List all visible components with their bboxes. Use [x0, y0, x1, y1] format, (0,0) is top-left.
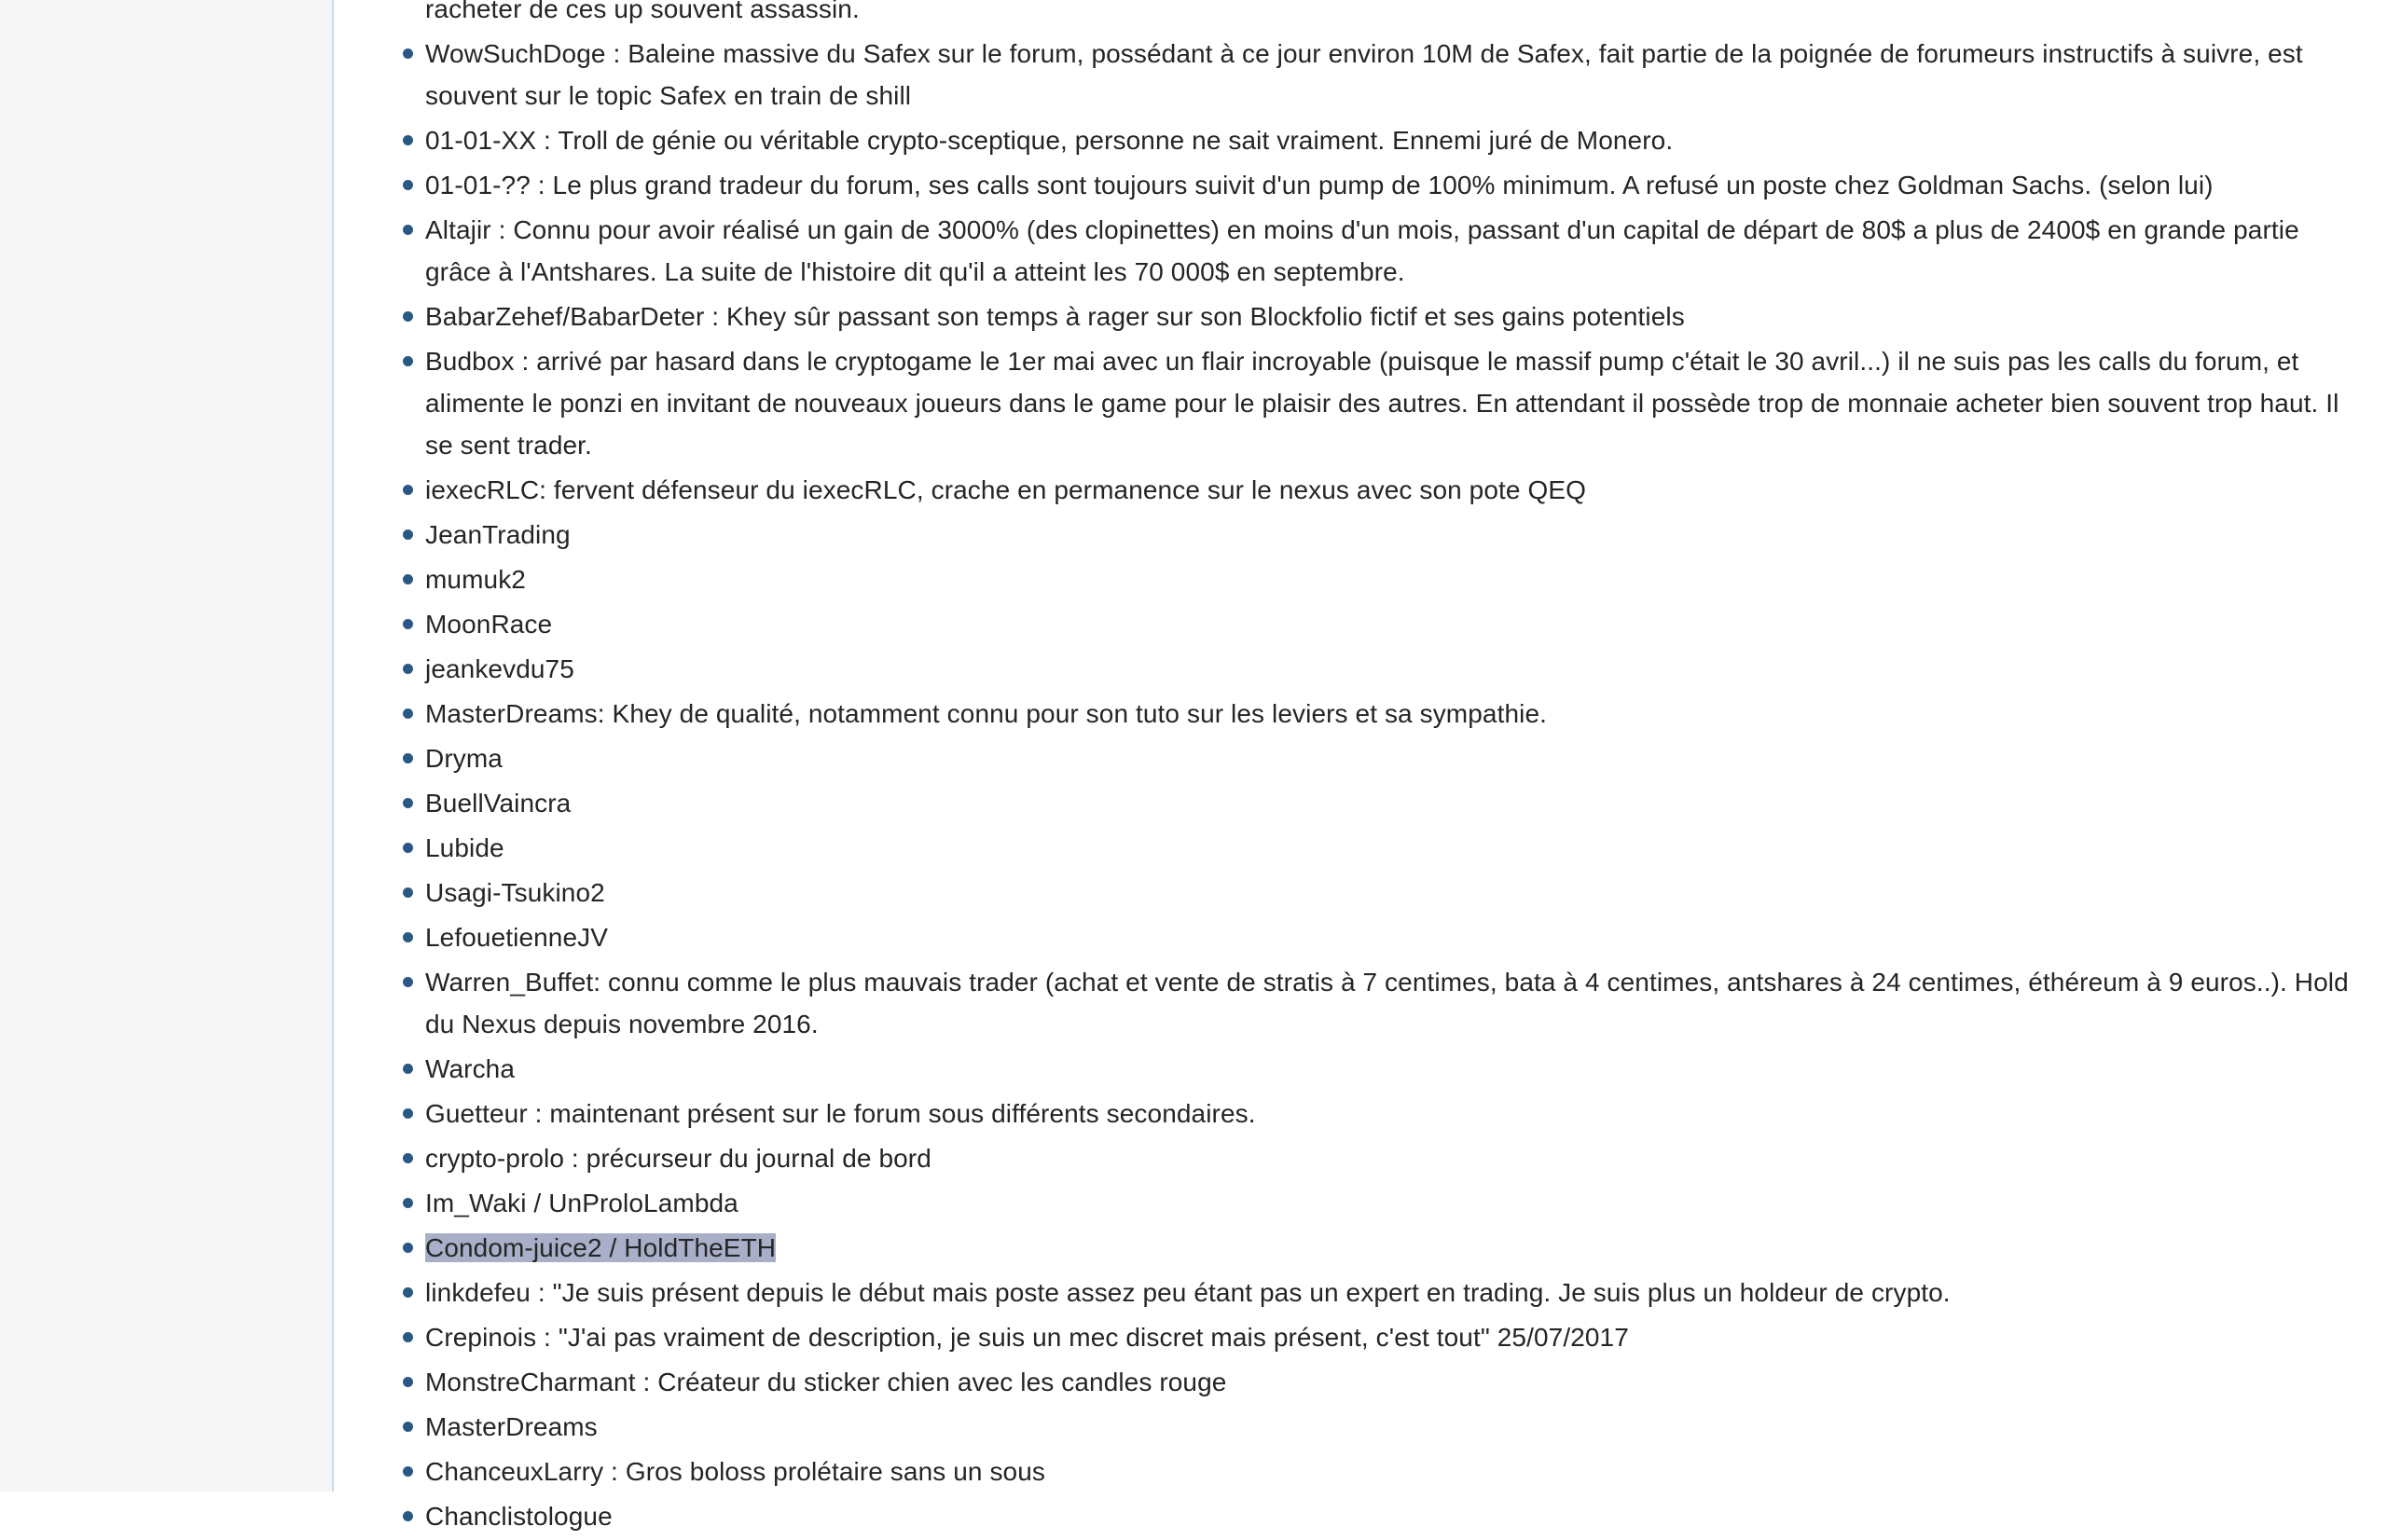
- list-item: [425, 1227, 2359, 1269]
- list-item-text: Altajir : Connu pour avoir réalisé un gain de 3000% (des clopinettes) en moins d'un mois, passant d'un capital de départ de 80$ a plus de 2400$ en grande partie grâce à l'Antshares. La suite de l'histoire dit qu'il a atteint les 70 000$ en septembre.: [425, 215, 2299, 286]
- list-item: [425, 961, 2359, 1045]
- list-item-text: Guetteur : maintenant présent sur le forum sous différents secondaires.: [425, 1099, 1256, 1128]
- list-item: [425, 558, 2359, 600]
- list-item: [425, 603, 2359, 645]
- bullet-icon: [403, 1466, 413, 1477]
- list-item-text: Warcha: [425, 1054, 516, 1083]
- list-item-text: MoonRace: [425, 610, 553, 639]
- list-item: [425, 119, 2359, 161]
- list-item-text: Usagi-Tsukino2: [425, 878, 605, 907]
- bullet-icon: [403, 708, 413, 719]
- bullet-icon: [403, 1511, 413, 1521]
- bullet-icon: [403, 843, 413, 853]
- bullet-icon: [403, 1332, 413, 1342]
- list-item-text: ChanceuxLarry : Gros boloss prolétaire sans un sous: [425, 1457, 1045, 1486]
- sidebar-gutter: [0, 0, 334, 1492]
- list-item: [425, 209, 2359, 293]
- list-item-text: Crepinois : "J'ai pas vraiment de description, je suis un mec discret mais présent, c'est tout" 25/07/2017: [425, 1323, 1629, 1352]
- bullet-icon: [403, 1198, 413, 1208]
- list-item: [425, 1093, 2359, 1134]
- bullet-icon: [403, 1377, 413, 1387]
- list-item: [425, 827, 2359, 869]
- list-item-text: 01-01-XX : Troll de génie ou véritable crypto-sceptique, personne ne sait vraiment. Ennemi juré de Monero.: [425, 126, 1674, 155]
- list-item: [425, 514, 2359, 556]
- bullet-icon: [403, 1422, 413, 1432]
- list-item: [425, 737, 2359, 779]
- list-item-text: iexecRLC: fervent défenseur du iexecRLC, crache en permanence sur le nexus avec son pote QEQ: [425, 475, 1586, 504]
- list-item-text: 01-01-?? : Le plus grand tradeur du forum, ses calls sont toujours suivit d'un pump de 100% minimum. A refusé un poste chez Goldman Sachs. (selon lui): [425, 171, 2214, 199]
- list-item: [425, 296, 2359, 337]
- list-item-text: Warren_Buffet: connu comme le plus mauvais trader (achat et vente de stratis à 7 centimes, bata à 4 centimes, antshares à 24 centimes, éthéreum à 9 euros..). Hold du Nexus depuis novembre 2016.: [425, 968, 2349, 1038]
- bullet-icon: [403, 1153, 413, 1163]
- list-item: [425, 1182, 2359, 1224]
- bullet-icon: [403, 225, 413, 235]
- bullet-icon: [403, 135, 413, 145]
- bullet-icon: [403, 753, 413, 763]
- bullet-icon: [403, 798, 413, 808]
- bullet-icon: [403, 887, 413, 898]
- list-item-text: MasterDreams: Khey de qualité, notamment connu pour son tuto sur les leviers et sa sympathie.: [425, 699, 1547, 728]
- bullet-icon: [403, 977, 413, 987]
- article-content: [336, 0, 2387, 1540]
- bullet-icon: [403, 180, 413, 190]
- member-list: [336, 0, 2387, 1537]
- list-item: [425, 1451, 2359, 1492]
- list-item-text: MonstreCharmant : Créateur du sticker chien avec les candles rouge: [425, 1368, 1227, 1396]
- list-item-text: mumuk2: [425, 565, 526, 594]
- bullet-icon: [403, 1064, 413, 1074]
- list-item: [425, 782, 2359, 824]
- list-item-text: BuellVaincra: [425, 789, 572, 818]
- bullet-icon: [403, 1243, 413, 1253]
- bullet-icon: [403, 619, 413, 629]
- list-item-text: Chanclistologue: [425, 1502, 613, 1531]
- bullet-icon: [403, 48, 413, 59]
- list-item-text: MasterDreams: [425, 1412, 598, 1441]
- list-item-text: jeankevdu75: [425, 654, 574, 683]
- bullet-icon: [403, 664, 413, 674]
- list-item: [425, 916, 2359, 958]
- selected-text: Condom-juice2 / HoldTheETH: [425, 1233, 777, 1262]
- bullet-icon: [403, 485, 413, 495]
- list-item: [425, 1272, 2359, 1313]
- list-item: [425, 164, 2359, 206]
- list-item-text: LefouetienneJV: [425, 923, 609, 952]
- list-item-text: crypto-prolo : précurseur du journal de bord: [425, 1144, 931, 1173]
- list-item-text: racheter de ces up souvent assassin.: [425, 0, 860, 23]
- bullet-icon: [403, 529, 413, 540]
- list-item: [425, 469, 2359, 511]
- bullet-icon: [403, 1108, 413, 1119]
- list-item: [425, 1495, 2359, 1537]
- list-item-text: Dryma: [425, 744, 503, 773]
- list-item-text: Lubide: [425, 833, 504, 862]
- list-item: [425, 1048, 2359, 1090]
- bullet-icon: [403, 311, 413, 322]
- list-item: [425, 1361, 2359, 1403]
- list-item: [425, 1406, 2359, 1448]
- list-item: [425, 1316, 2359, 1358]
- list-item-text: WowSuchDoge : Baleine massive du Safex sur le forum, possédant à ce jour environ 10M de Safex, fait partie de la poignée de forumeurs instructifs à suivre, est souvent sur le topic Safex en train de shill: [425, 39, 2303, 110]
- list-item: [425, 0, 2359, 30]
- list-item: [425, 693, 2359, 735]
- list-item: [425, 340, 2359, 466]
- list-item: [425, 872, 2359, 914]
- list-item-text: Budbox : arrivé par hasard dans le cryptogame le 1er mai avec un flair incroyable (puisque le massif pump c'était le 30 avril...) il ne suis pas les calls du forum, et alimente le ponzi en invitant de nouveaux joueurs dans le game pour le plaisir des autres. En attendant il possède trop de monnaie acheter bien souvent trop haut. Il se sent trader.: [425, 347, 2339, 460]
- bullet-icon: [403, 932, 413, 942]
- list-item-text: BabarZehef/BabarDeter : Khey sûr passant son temps à rager sur son Blockfolio fictif et ses gains potentiels: [425, 302, 1685, 331]
- list-item: [425, 648, 2359, 690]
- bullet-icon: [403, 356, 413, 366]
- list-item: [425, 1137, 2359, 1179]
- list-item-text: linkdefeu : "Je suis présent depuis le début mais poste assez peu étant pas un expert en trading. Je suis plus un holdeur de crypto.: [425, 1278, 1951, 1307]
- list-item-text: JeanTrading: [425, 520, 571, 549]
- bullet-icon: [403, 574, 413, 584]
- list-item: [425, 33, 2359, 117]
- list-item-text: Im_Waki / UnProloLambda: [425, 1189, 738, 1217]
- bullet-icon: [403, 1287, 413, 1298]
